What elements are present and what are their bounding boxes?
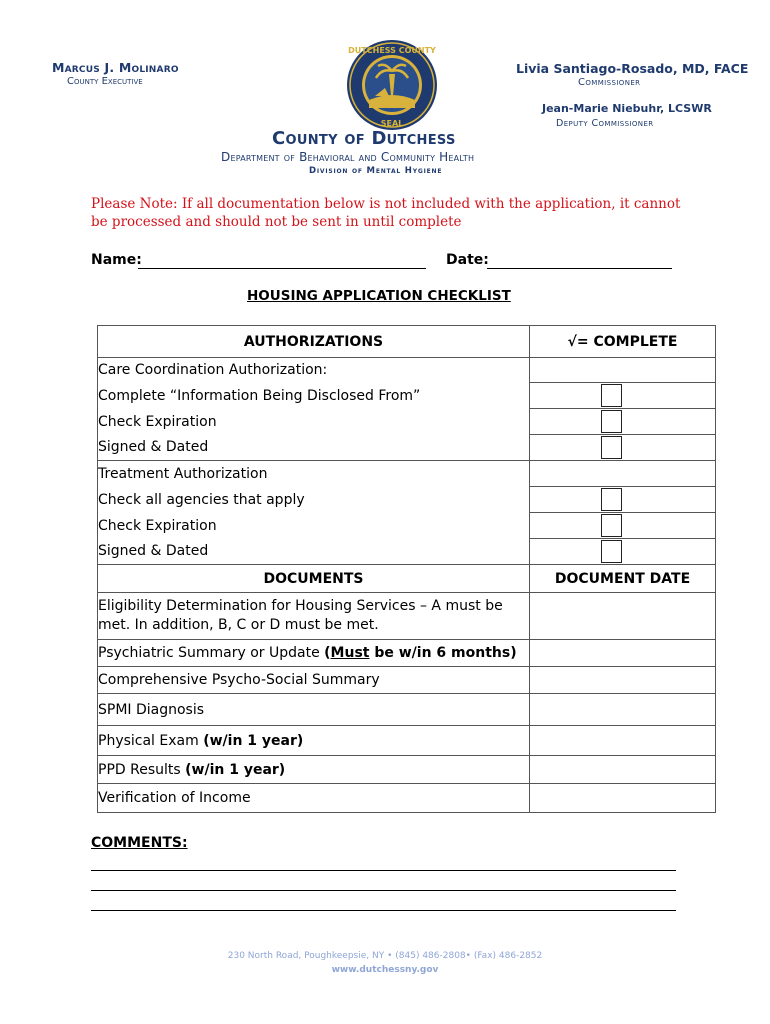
treatment-item-row [98, 487, 716, 513]
psych-suffix: be w/in 6 months) [369, 645, 517, 661]
executive-title: County Executive [67, 76, 143, 87]
comment-line[interactable] [91, 890, 676, 891]
checkbox[interactable] [601, 540, 622, 563]
svg-text:SEAL: SEAL [380, 119, 404, 128]
physical-text: Physical Exam [98, 732, 204, 749]
county-name: County of Dutchess [272, 128, 456, 149]
spmi-date-cell[interactable] [530, 694, 716, 726]
psych-must: Must [330, 645, 370, 661]
income-date-cell[interactable] [530, 784, 716, 813]
treatment-item-checkbox-cell [530, 539, 716, 565]
comment-line[interactable] [91, 910, 676, 911]
treatment-item-label: Check all agencies that apply [98, 487, 530, 513]
eligibility-date-cell[interactable] [530, 593, 716, 640]
psychosocial-date-cell[interactable] [530, 667, 716, 694]
commissioner-name: Livia Santiago-Rosado, MD, FACE [516, 61, 749, 76]
psych-open: ( [324, 645, 331, 661]
care-item-checkbox-cell [530, 383, 716, 409]
care-item-checkbox-cell [530, 435, 716, 461]
spmi-label: SPMI Diagnosis [98, 694, 530, 726]
ppd-label [98, 756, 530, 784]
name-field[interactable] [138, 252, 426, 269]
treatment-item-label: Check Expiration [98, 513, 530, 539]
comments-label: COMMENTS: [91, 835, 188, 851]
date-field[interactable] [487, 252, 672, 269]
document-row [98, 667, 716, 694]
notice-text: Please Note: If all documentation below is not included with the application, it cannot be processed and should not be sent in until complete [91, 196, 681, 230]
county-seal-icon [345, 38, 439, 132]
deputy-title: Deputy Commissioner [556, 118, 654, 129]
checkbox[interactable] [601, 436, 622, 459]
date-label: Date: [446, 252, 489, 268]
care-item-label: Signed & Dated [98, 435, 530, 461]
checkbox[interactable] [601, 488, 622, 511]
care-item-row [98, 383, 716, 409]
documents-header: DOCUMENTS [98, 565, 530, 593]
document-row [98, 593, 716, 640]
deputy-name: Jean-Marie Niebuhr, LCSWR [542, 102, 712, 115]
treatment-item-row [98, 539, 716, 565]
income-label: Verification of Income [98, 784, 530, 813]
footer-website[interactable]: www.dutchessny.gov [331, 965, 439, 975]
physical-bold: (w/in 1 year) [203, 732, 304, 749]
ppd-bold: (w/in 1 year) [185, 761, 286, 778]
treatment-empty-cell [530, 461, 716, 487]
document-row [98, 726, 716, 756]
treatment-item-checkbox-cell [530, 487, 716, 513]
checkbox[interactable] [601, 410, 622, 433]
care-item-label: Complete “Information Being Disclosed From” [98, 383, 530, 409]
treatment-title: Treatment Authorization [98, 461, 530, 487]
physical-date-cell[interactable] [530, 726, 716, 756]
document-row [98, 640, 716, 667]
treatment-item-row [98, 513, 716, 539]
division-name: Division of Mental Hygiene [309, 166, 443, 176]
checkbox[interactable] [601, 384, 622, 407]
svg-text:DUTCHESS COUNTY: DUTCHESS COUNTY [348, 46, 436, 55]
physical-exam-label [98, 726, 530, 756]
care-item-row [98, 435, 716, 461]
care-item-row [98, 409, 716, 435]
care-empty-cell [530, 358, 716, 383]
treatment-item-label: Signed & Dated [98, 539, 530, 565]
authorizations-header: AUTHORIZATIONS [98, 326, 530, 358]
document-row [98, 784, 716, 813]
ppd-date-cell[interactable] [530, 756, 716, 784]
psychiatric-summary-label [98, 640, 530, 667]
psychosocial-label: Comprehensive Psycho-Social Summary [98, 667, 530, 694]
document-row [98, 756, 716, 784]
checkbox[interactable] [601, 514, 622, 537]
care-item-label: Check Expiration [98, 409, 530, 435]
commissioner-title: Commissioner [578, 77, 641, 88]
checklist-title: HOUSING APPLICATION CHECKLIST [247, 288, 511, 304]
executive-name: Marcus J. Molinaro [52, 60, 179, 75]
department-name: Department of Behavioral and Community Health [221, 150, 475, 164]
complete-header: √= COMPLETE [530, 326, 716, 358]
psychiatric-date-cell[interactable] [530, 640, 716, 667]
document-date-header: DOCUMENT DATE [530, 565, 716, 593]
checklist-table [97, 325, 716, 813]
ppd-text: PPD Results [98, 761, 186, 778]
care-coordination-title: Care Coordination Authorization: [98, 358, 530, 383]
care-coordination-row [98, 358, 716, 383]
treatment-row [98, 461, 716, 487]
authorizations-header-row [98, 326, 716, 358]
eligibility-label: Eligibility Determination for Housing Services – A must be met. In addition, B, C or D must be met. [98, 593, 530, 640]
footer-address: 230 North Road, Poughkeepsie, NY • (845) 486-2808• (Fax) 486-2852 [227, 951, 543, 961]
treatment-item-checkbox-cell [530, 513, 716, 539]
documents-header-row [98, 565, 716, 593]
psych-prefix: Psychiatric Summary or Update [98, 645, 325, 661]
care-item-checkbox-cell [530, 409, 716, 435]
document-row [98, 694, 716, 726]
comment-line[interactable] [91, 870, 676, 871]
name-label: Name: [91, 252, 142, 268]
